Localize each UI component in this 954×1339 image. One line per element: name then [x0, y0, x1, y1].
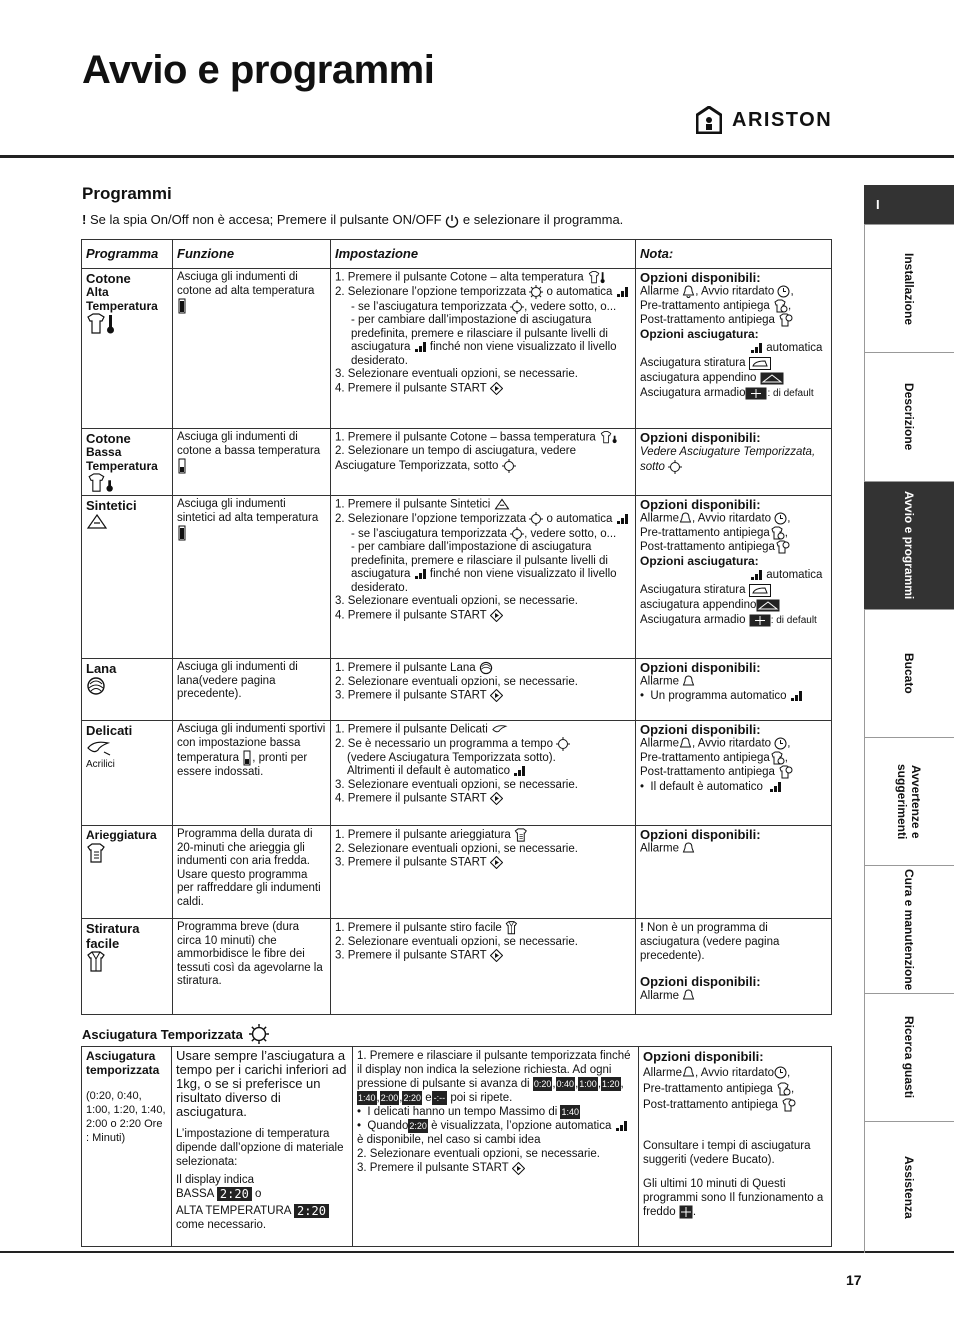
bell-icon	[679, 737, 692, 750]
pre-anticrease-icon	[776, 1082, 791, 1096]
display-time: 0:20	[533, 1079, 552, 1089]
function-text: Programma breve (dura circa 10 minuti) che ammorbidisce le fibre dei tessuti così da agevolarne la stiratura.	[177, 921, 323, 987]
setting-cell: 1. Premere e rilasciare il pulsante temporizzata finché il display non indica la selezione richiesta. Ad ogni pressione di pulsante si avanza di 0:20,0:40,1:00,1:20,1:40,2:00,2:20 e -:-- poi si ripete. • I delicati hanno un tempo Massimo di 1:40 • Quando2:20 è visualizzata, l’opzione automatica è disponibile, nel caso si cambi idea 2. Selezionare eventuali opzioni, se necessarie. 3. Premere il pulsante START	[353, 1047, 639, 1247]
display-time: 0:40	[556, 1079, 575, 1089]
program-name: Stiratura facile	[86, 921, 140, 951]
function-cell	[172, 1047, 353, 1247]
setting-line: 1. Premere il pulsante stiro facile	[335, 922, 502, 935]
side-tabs	[864, 185, 954, 1253]
nota-cell	[636, 919, 832, 1015]
nota-line: , Avvio ritardato	[691, 737, 772, 750]
auto-dry-icon	[414, 568, 427, 580]
nota-title: Opzioni disponibili:	[640, 497, 761, 512]
thermometer-low-icon	[177, 458, 187, 474]
nota-line: Post-trattamento antipiega	[640, 766, 775, 779]
tab-avvio-e-programmi[interactable]: Avvio e programmi	[864, 482, 954, 610]
nota-title: Opzioni disponibili:	[643, 1049, 764, 1064]
setting-cell	[331, 496, 636, 659]
start-icon	[490, 609, 503, 622]
table-row	[82, 1047, 832, 1247]
nota-title: Opzioni disponibili:	[640, 270, 761, 285]
setting-line: I delicati hanno un tempo Massimo di	[367, 1106, 558, 1119]
nota-line: Pre-trattamento antipiega	[640, 299, 770, 312]
nota-line: Asciugatura stiratura	[640, 357, 746, 370]
nota-line: Post-trattamento antipiega	[640, 541, 775, 554]
setting-line: 3. Premere il pulsante START	[335, 689, 487, 702]
intro-note	[82, 212, 623, 228]
page-number: 17	[846, 1272, 862, 1288]
function-text: Asciuga gli indumenti di cotone ad alta temperatura	[177, 271, 315, 297]
setting-line: - se l’asciugatura temporizzata	[351, 300, 507, 313]
setting-line: finché non viene visualizzato il livello desiderato.	[351, 341, 617, 367]
timer-icon	[668, 460, 682, 474]
function-text: Asciuga gli indumenti di cotone a bassa temperatura	[177, 431, 321, 457]
setting-line: 1. Premere il pulsante Sintetici	[335, 498, 491, 511]
header-funzione: Funzione	[173, 240, 331, 269]
header-nota: Nota:	[636, 240, 832, 269]
cool-down-icon	[679, 1205, 693, 1219]
table-header-row	[82, 240, 832, 269]
program-cell	[82, 269, 173, 429]
page-title: Avvio e programmi	[82, 48, 435, 92]
program-cell	[82, 826, 173, 919]
nota-line: Consultare i tempi di asciugatura suggeriti (vedere Bucato).	[643, 1140, 811, 1166]
setting-line: è disponibile, nel caso si cambi idea	[357, 1134, 541, 1147]
program-name: Lana	[86, 661, 117, 676]
cotton-low-icon	[86, 473, 116, 493]
setting-line: 2. Selezionare eventuali opzioni, se necessarie.	[357, 1148, 600, 1161]
setting-line: Quando	[367, 1120, 409, 1133]
setting-line: - se l’asciugatura temporizzata	[351, 527, 507, 540]
airing-icon	[514, 828, 529, 842]
nota-line: Pre-trattamento antipiega	[640, 526, 770, 539]
ariston-logo-icon	[696, 106, 722, 134]
auto-dry-icon	[750, 569, 763, 581]
nota-line: Allarme	[640, 737, 679, 750]
post-anticrease-icon	[778, 313, 793, 327]
auto-dry-icon	[615, 1120, 628, 1132]
program-cell	[82, 659, 173, 721]
setting-line: 3. Premere il pulsante START	[335, 949, 487, 962]
bell-icon	[679, 512, 692, 525]
display-low-temp: 2:20	[217, 1187, 252, 1201]
setting-line: 1. Premere e rilasciare il pulsante temporizzata finché il display non indica la selezione richiesta. Ad ogni pressione di pulsante si avanza di	[357, 1050, 631, 1091]
tab-descrizione[interactable]: Descrizione	[864, 353, 954, 482]
function-text: Asciuga gli indumenti sintetici ad alta temperatura	[177, 498, 319, 524]
wool-icon	[479, 661, 493, 675]
function-cell	[173, 496, 331, 659]
nota-line: Asciugatura stiratura	[640, 584, 746, 597]
function-text: Asciuga gli indumenti di lana(vedere pagina precedente).	[177, 661, 298, 700]
function-text: come necessario.	[176, 1219, 267, 1232]
nota-line: Non è un programma di asciugatura (vedere pagina precedente).	[640, 922, 780, 962]
function-cell	[173, 269, 331, 429]
pre-anticrease-icon	[773, 299, 788, 313]
setting-line: è visualizzata, l’opzione automatica	[431, 1120, 612, 1133]
table-row	[82, 826, 832, 919]
setting-line: - per cambiare dall’impostazione di asciugatura predefinita, premere e rilasciare il pulsante livelli di asciugatura	[351, 541, 608, 581]
function-text-2: , pronti per essere indossati.	[177, 752, 308, 778]
tab-bucato[interactable]: Bucato	[864, 610, 954, 738]
setting-line: 3. Premere il pulsante START	[357, 1162, 509, 1175]
program-times: (0:20, 0:40, 1:00, 1:20, 1:40, 2:00 o 2:20 Ore : Minuti)	[86, 1090, 166, 1144]
program-name: Arieggiatura	[86, 828, 157, 842]
note-text-before: Se la spia On/Off non è accesa; Premere il pulsante ON/OFF	[89, 212, 442, 227]
nota-line: Allarme	[640, 675, 679, 688]
nota-line: automatica	[766, 569, 823, 582]
timed-drying-table	[81, 1046, 832, 1247]
table-row	[82, 919, 832, 1015]
pre-anticrease-icon	[770, 751, 785, 765]
auto-dry-icon	[513, 765, 526, 777]
setting-line: 3. Selezionare eventuali opzioni, se necessarie.	[335, 595, 578, 608]
setting-line: 2. Selezionare un tempo di asciugatura, vedere Asciugature Temporizzata, sotto	[335, 445, 577, 472]
nota-line: Asciugatura armadio	[640, 614, 746, 627]
table-row	[82, 659, 832, 721]
nota-cell: Opzioni disponibili: Allarme , Avvio ritardato , Pre-trattamento antipiega , Post-trattamento antipiega Opzioni asciugatura: automatica Asciugatura stiratura asciugatura appendino Asciugatura armadio : di default	[636, 496, 832, 659]
nota-line: Allarme	[643, 1067, 682, 1079]
program-sub2: Temperatura	[86, 298, 158, 313]
table-row	[82, 269, 832, 429]
display-time: 2:20	[409, 1121, 427, 1132]
easy-iron-icon	[505, 921, 519, 935]
setting-line: 1. Premere il pulsante Cotone – alta temperatura	[335, 271, 584, 284]
nota-line: automatica	[766, 342, 823, 355]
function-text: o	[255, 1188, 262, 1201]
timer-icon	[529, 285, 543, 299]
nota-line: Allarme	[640, 842, 679, 855]
synthetics-icon	[86, 513, 108, 531]
auto-dry-icon	[790, 690, 803, 702]
brand-logo	[696, 106, 832, 134]
nota-cell	[636, 429, 832, 496]
thermometer-low-icon	[242, 750, 252, 766]
display-time: 1:00	[579, 1079, 597, 1089]
function-text: Asciuga gli indumenti sportivi con impostazione bassa temperatura	[177, 723, 326, 765]
brand-name: ARISTON	[732, 108, 833, 131]
delicates-icon	[86, 738, 112, 758]
function-cell	[173, 826, 331, 919]
nota-line: Gli ultimi 10 minuti di Questi programmi sono Il funzionamento a freddo	[643, 1178, 824, 1219]
nota-cell	[636, 826, 832, 919]
nota-line: , Avvio ritardato	[695, 285, 775, 298]
setting-line: - per cambiare dall’impostazione di asciugatura predefinita, premere e rilasciare il pulsante livelli di asciugatura	[351, 314, 608, 354]
nota-line: , Avvio ritardato	[691, 512, 772, 525]
setting-line: 1. Premere il pulsante Cotone – bassa temperatura	[335, 431, 596, 444]
delay-clock-icon	[777, 285, 790, 298]
tab-installazione[interactable]: Installazione	[864, 226, 954, 353]
setting-line: , vedere sotto, o...	[524, 527, 617, 540]
iron-dry-icon	[749, 584, 771, 597]
nota-line: Asciugatura armadio	[640, 387, 746, 400]
setting-line: 2. Selezionare eventuali opzioni, se necessarie.	[335, 842, 578, 855]
nota-line: Un programma automatico	[650, 689, 787, 702]
hanger-dry-icon	[760, 372, 784, 385]
nota-line: asciugatura appendino	[640, 372, 757, 385]
bell-icon	[682, 1066, 695, 1079]
setting-line: 4. Premere il pulsante START	[335, 792, 487, 805]
nota-line: Il default è automatico	[650, 780, 763, 793]
setting-line: , vedere sotto, o...	[524, 300, 617, 313]
program-cell	[82, 429, 173, 496]
setting-line: 4. Premere il pulsante START	[335, 609, 487, 622]
setting-line: o automatica	[546, 513, 613, 526]
auto-dry-icon	[616, 513, 629, 525]
nota-title: Opzioni disponibili:	[640, 660, 761, 675]
setting-line: finché non viene visualizzato il livello desiderato.	[351, 568, 617, 594]
function-text: Programma della durata di 20-minuti che arieggia gli indumenti con aria fredda. Usare questo programma per raffreddare gli indumenti caldi.	[177, 828, 321, 908]
cupboard-dry-icon	[749, 614, 771, 627]
function-cell	[173, 721, 331, 826]
program-name: Cotone	[86, 271, 131, 286]
pre-anticrease-icon	[770, 526, 785, 540]
synthetics-icon	[494, 498, 510, 511]
display-off: -:--	[433, 1093, 446, 1104]
delay-clock-icon	[774, 512, 787, 525]
nota-line: Vedere Asciugature Temporizzata, sotto	[640, 445, 816, 473]
tab-avvertenze[interactable]: Avvertenze e suggerimenti	[864, 738, 954, 866]
post-anticrease-icon	[781, 1098, 796, 1112]
program-name: Cotone	[86, 431, 131, 446]
section-title: Programmi	[82, 184, 172, 203]
nota-title: Opzioni disponibili:	[640, 827, 761, 842]
thermometer-high-icon	[177, 525, 187, 541]
setting-line: 4. Premere il pulsante START	[335, 382, 487, 395]
power-icon	[445, 214, 459, 228]
nota-line: Allarme	[640, 285, 679, 298]
setting-cell	[331, 429, 636, 496]
timer-icon	[502, 459, 516, 473]
note-text-after: e selezionare il programma.	[462, 212, 624, 227]
setting-line: 3. Selezionare eventuali opzioni, se necessarie.	[335, 368, 578, 381]
setting-line: 2. Selezionare l’opzione temporizzata	[335, 286, 527, 299]
header-programma: Programma	[82, 240, 173, 269]
timed-drying-title: Asciugatura Temporizzata	[82, 1026, 243, 1042]
setting-line: o automatica	[546, 286, 613, 299]
nota-line: Pre-trattamento antipiega	[640, 751, 770, 764]
bell-icon	[682, 842, 695, 855]
tab-language[interactable]: I	[864, 185, 954, 225]
cotton-high-icon	[587, 271, 607, 284]
auto-dry-icon	[616, 286, 629, 298]
nota-line: asciugatura appendino	[640, 599, 757, 612]
auto-dry-icon	[750, 342, 763, 354]
nota-cell: Opzioni disponibili: Allarme , Avvio ritardato , Pre-trattamento antipiega , Post-trattamento antipiega • Il default è automatico	[636, 721, 832, 826]
iron-dry-icon	[749, 357, 771, 370]
setting-cell	[331, 269, 636, 429]
program-name: Delicati	[86, 723, 133, 738]
program-name: Asciugatura temporizzata	[86, 1049, 160, 1077]
nota-cell: Opzioni disponibili: Allarme , Avvio ritardato , Pre-trattamento antipiega , Post-trattamento antipiega Opzioni asciugatura: automatica Asciugatura stiratura asciugatura appendino Asciugatura armadio : di default	[636, 269, 832, 429]
display-time: 2:20	[403, 1093, 421, 1104]
start-icon	[490, 949, 503, 962]
display-high-temp: 2:20	[294, 1204, 329, 1218]
setting-line: e	[425, 1092, 432, 1105]
setting-cell	[331, 919, 636, 1015]
program-cell	[82, 919, 173, 1015]
function-cell	[173, 919, 331, 1015]
cotton-low-icon	[599, 431, 619, 444]
setting-line: 2. Selezionare l’opzione temporizzata	[335, 513, 527, 526]
post-anticrease-icon	[775, 540, 790, 554]
setting-line: 3. Selezionare eventuali opzioni, se necessarie.	[335, 778, 578, 791]
nota-mark: !	[640, 922, 644, 934]
setting-line: 2. Selezionare eventuali opzioni, se necessarie.	[335, 935, 578, 948]
display-time: 1:40	[358, 1093, 376, 1104]
nota-cell: Opzioni disponibili: Allarme • Un programma automatico	[636, 659, 832, 721]
display-time: 1:40	[561, 1107, 580, 1118]
setting-line: 1. Premere il pulsante Lana	[335, 662, 476, 675]
setting-line: (vedere Asciugatura Temporizzata sotto).	[347, 751, 556, 764]
footer-rule	[0, 1251, 954, 1253]
nota-title: Opzioni disponibili:	[640, 974, 761, 989]
table-row	[82, 721, 832, 826]
post-anticrease-icon	[778, 765, 793, 779]
delay-clock-icon	[774, 737, 787, 750]
setting-line: 2. Selezionare eventuali opzioni, se necessarie.	[335, 675, 578, 688]
header-rule	[0, 155, 954, 158]
program-cell	[82, 496, 173, 659]
program-cell	[82, 1047, 172, 1247]
airing-icon	[86, 843, 108, 863]
cotton-high-icon	[86, 313, 116, 335]
nota-subtitle: Opzioni asciugatura:	[640, 326, 759, 341]
function-cell	[173, 429, 331, 496]
bell-icon	[682, 285, 695, 298]
nota-line: Allarme	[640, 990, 679, 1002]
table-row	[82, 496, 832, 659]
program-name: Sintetici	[86, 498, 137, 513]
timer-icon	[556, 737, 570, 751]
header-impostazione: Impostazione	[331, 240, 636, 269]
tab-assistenza[interactable]: Assistenza	[902, 1155, 916, 1219]
programs-table	[81, 239, 832, 1015]
tab-cura-e-manutenzione[interactable]: Cura e manutenzione	[864, 866, 954, 994]
cupboard-dry-icon	[745, 387, 767, 400]
function-text: L’impostazione di temperatura dipende dall’opzione di materiale selezionata:	[176, 1128, 344, 1168]
function-text: Usare sempre l’asciugatura a tempo per i carichi inferiori ad 1kg, o se si preferisce un risultato diverso di asciugatura.	[176, 1048, 347, 1119]
setting-line: Altrimenti il default è automatico	[347, 765, 510, 778]
nota-line: Post-trattamento antipiega	[640, 314, 775, 327]
nota-line: Allarme	[640, 512, 679, 525]
wool-icon	[86, 676, 106, 696]
auto-dry-icon	[769, 781, 782, 793]
start-icon	[490, 856, 503, 869]
delicates-icon	[491, 723, 509, 736]
timer-icon	[249, 1024, 269, 1044]
function-cell	[173, 659, 331, 721]
nota-subtitle: Opzioni asciugatura:	[640, 553, 759, 568]
program-sub: Alta	[86, 285, 109, 299]
setting-line: 1. Premere il pulsante arieggiatura	[335, 829, 511, 842]
nota-line: : di default	[770, 615, 817, 627]
function-text: ALTA TEMPERATURA	[176, 1205, 291, 1218]
timer-icon	[529, 512, 543, 526]
hanger-dry-icon	[756, 599, 780, 612]
nota-line: Pre-trattamento antipiega	[643, 1083, 773, 1095]
start-icon	[490, 792, 503, 805]
start-icon	[490, 689, 503, 702]
note-mark: !	[82, 212, 87, 227]
timer-icon	[510, 300, 524, 314]
nota-title: Opzioni disponibili:	[640, 430, 761, 445]
start-icon	[490, 382, 503, 395]
function-text: Il display indica	[176, 1174, 254, 1186]
setting-line: 1. Premere il pulsante Delicati	[335, 723, 488, 736]
setting-cell	[331, 721, 636, 826]
nota-line: : di default	[767, 388, 814, 400]
program-cell	[82, 721, 173, 826]
easy-iron-icon	[86, 951, 108, 973]
setting-line: 3. Premere il pulsante START	[335, 856, 487, 869]
program-note: Acrilici	[86, 759, 115, 770]
timed-drying-section-title	[82, 1024, 269, 1044]
nota-line: , Avvio ritardato	[694, 1067, 775, 1079]
timer-icon	[510, 527, 524, 541]
table-row	[82, 429, 832, 496]
setting-line: 2. Se è necessario un programma a tempo	[335, 738, 553, 751]
nota-line: Post-trattamento antipiega	[643, 1099, 778, 1111]
setting-cell	[331, 659, 636, 721]
start-icon	[512, 1162, 525, 1175]
program-sub2: Temperatura	[86, 458, 158, 473]
display-time: 1:20	[602, 1079, 620, 1089]
bell-icon	[682, 675, 695, 688]
tab-ricerca-guasti[interactable]: Ricerca guasti	[864, 994, 954, 1122]
display-time: 2:00	[380, 1093, 399, 1104]
thermometer-high-icon	[177, 298, 187, 314]
bell-icon	[682, 989, 695, 1002]
setting-cell	[331, 826, 636, 919]
nota-title: Opzioni disponibili:	[640, 722, 761, 737]
function-text: BASSA	[176, 1188, 214, 1201]
nota-cell: Opzioni disponibili: Allarme , Avvio ritardato , Pre-trattamento antipiega , Post-trattamento antipiega Consultare i tempi di asciugatura suggeriti (vedere Bucato). Gli ultimi 10 minuti di Questi programmi sono Il funzionamento a freddo .	[639, 1047, 832, 1247]
auto-dry-icon	[414, 341, 427, 353]
program-sub: Bassa	[86, 445, 122, 459]
delay-clock-icon	[774, 1066, 787, 1079]
setting-line: poi si ripete.	[450, 1092, 513, 1105]
